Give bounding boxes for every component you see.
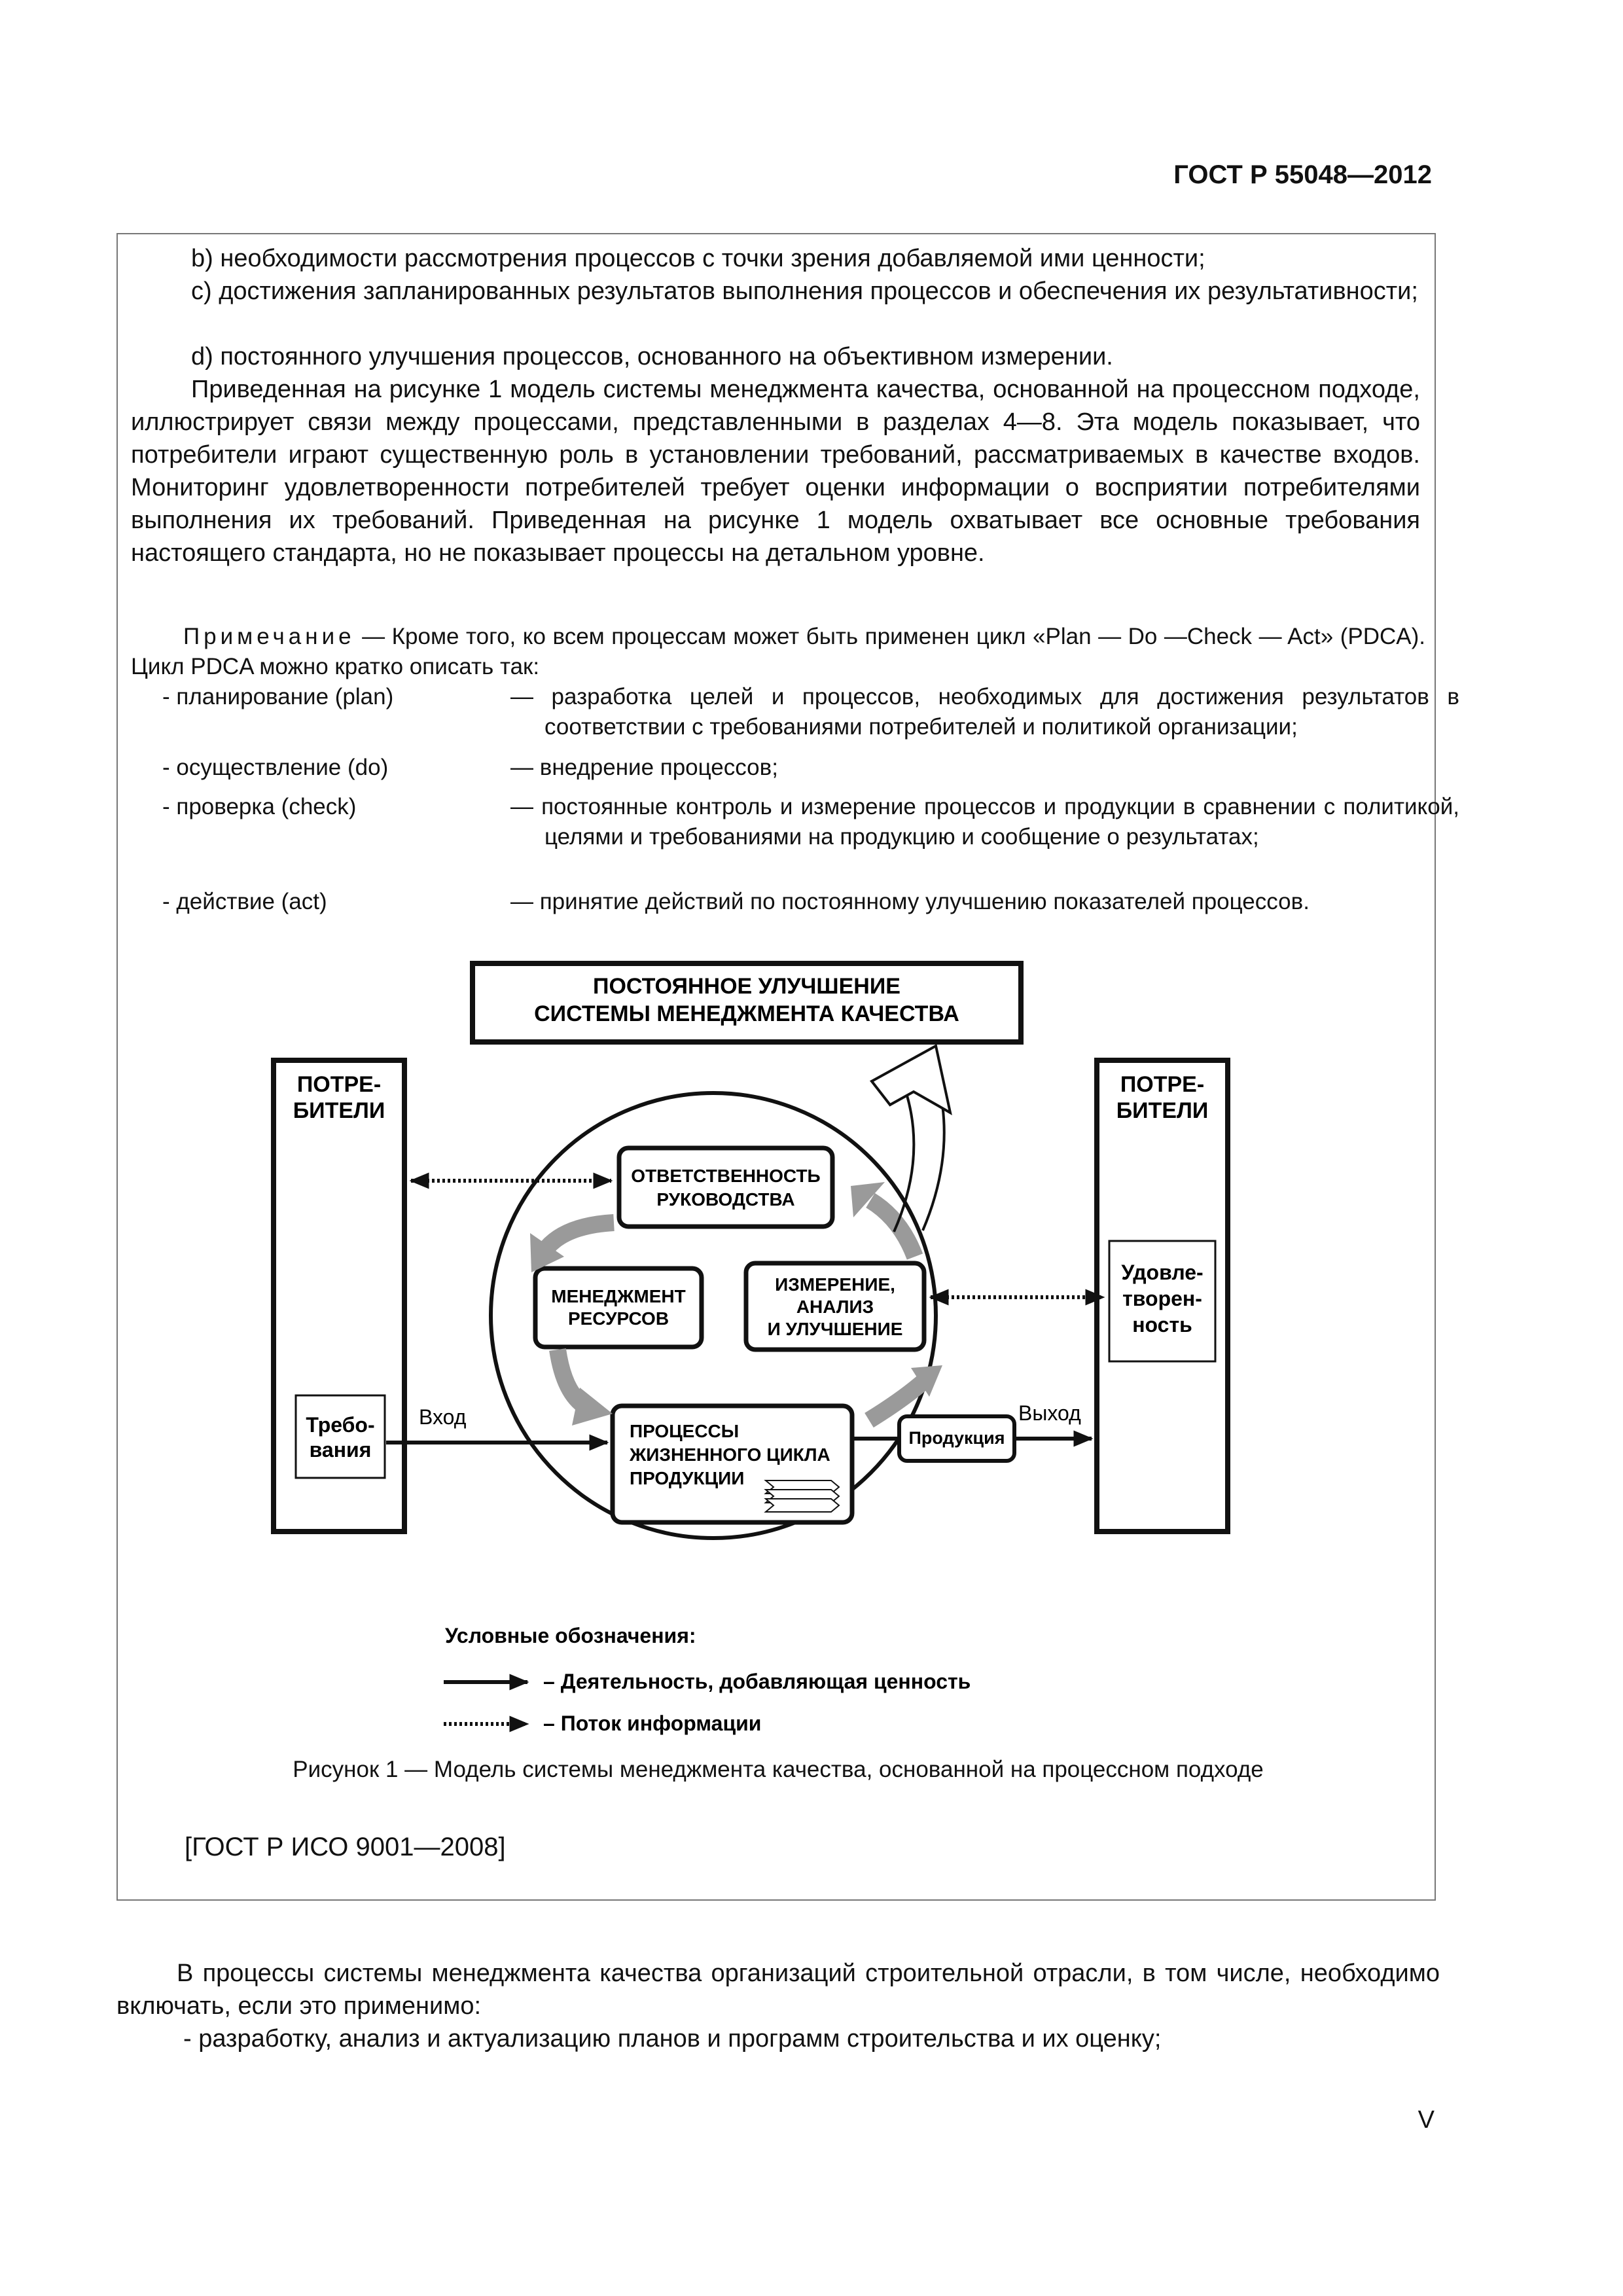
- improvement-arrowhead: [872, 1046, 950, 1113]
- pdca-term-plan: - планирование (plan): [162, 684, 394, 709]
- input-label: Вход: [419, 1405, 467, 1429]
- continual-improvement-line1: ПОСТОЯННОЕ УЛУЧШЕНИЕ: [593, 974, 901, 999]
- requirements-line2: вания: [309, 1438, 372, 1462]
- resources-line1: МЕНЕДЖМЕНТ: [551, 1286, 686, 1306]
- requirements-line1: Требо-: [306, 1413, 375, 1437]
- legend-info-label: – Поток информации: [543, 1712, 762, 1735]
- legend-title: Условные обозначения:: [445, 1624, 696, 1647]
- body-paragraph: В процессы системы менеджмента качества организаций строительной отрасли, в том числе, необходимо включать, если это применимо:: [116, 1960, 1440, 2020]
- intro-paragraph: Приведенная на рисунке 1 модель системы менеджмента качества, основанной на процессном подходе, иллюстрирует связи между процессами, представленными в разделах 4—8. Эта модель показывает, что потребители играют существенную роль в установлении требований, рассматриваемых в качестве входов. Мониторинг удовлетворенности потребителей требует оценки информации о восприятии потребителями выполнения их требований. Приведенная на рисунке 1 модель охватывает все основные требования настоящего стандарта, но не показывает процессы на детальном уровне.: [131, 376, 1420, 567]
- item-d: d) постоянного улучшения процессов, основанного на объективном измерении.: [191, 343, 1113, 370]
- item-b: b) необходимости рассмотрения процессов с точки зрения добавляемой ими ценности;: [191, 245, 1205, 272]
- lifecycle-stack-icon: [766, 1480, 839, 1512]
- figure-caption: Рисунок 1 — Модель системы менеджмента качества, основанной на процессном подходе: [293, 1757, 1264, 1782]
- legend-value-label: – Деятельность, добавляющая ценность: [543, 1670, 971, 1693]
- management-line1: ОТВЕТСТВЕННОСТЬ: [631, 1166, 821, 1186]
- pdca-term-act: - действие (act): [162, 889, 327, 914]
- cycle-arrow-to-resources: [547, 1223, 614, 1247]
- source-reference: [ГОСТ Р ИСО 9001—2008]: [185, 1833, 506, 1861]
- page-number: V: [1418, 2106, 1435, 2134]
- pdca-term-do: - осуществление (do): [162, 755, 389, 780]
- satisfaction-line2: творен-: [1122, 1287, 1202, 1310]
- output-label: Выход: [1018, 1401, 1081, 1425]
- measurement-line3: И УЛУЧШЕНИЕ: [767, 1319, 903, 1339]
- right-consumers-line2: БИТЕЛИ: [1116, 1098, 1209, 1123]
- right-consumers-line1: ПОТРЕ-: [1120, 1072, 1205, 1097]
- satisfaction-line3: ность: [1132, 1313, 1192, 1336]
- resource-management-box: [535, 1268, 702, 1347]
- note-title: Примечание: [183, 624, 355, 649]
- body-list-item: - разработку, анализ и актуализацию планов и программ строительства и их оценку;: [183, 2025, 1162, 2053]
- management-responsibility-box: [619, 1148, 832, 1227]
- continual-improvement-line2: СИСТЕМЫ МЕНЕДЖМЕНТА КАЧЕСТВА: [534, 1001, 959, 1026]
- note-text: — Кроме того, ко всем процессам может быть применен цикл «Plan — Do —Check — Act» (PDCA). Цикл PDCA можно кратко описать так:: [131, 624, 1425, 679]
- satisfaction-line1: Удовле-: [1121, 1261, 1204, 1284]
- standard-header: ГОСТ Р 55048—2012: [1173, 160, 1432, 189]
- pdca-desc-do: — внедрение процессов;: [510, 755, 778, 780]
- lifecycle-line2: ЖИЗНЕННОГО ЦИКЛА: [630, 1444, 830, 1465]
- pdca-desc-check: — постоянные контроль и измерение процессов и продукции в сравнении с политикой, целями и требованиями на продукцию и сообщение о результатах;: [510, 794, 1459, 850]
- management-line2: РУКОВОДСТВА: [656, 1189, 795, 1210]
- left-consumers-line1: ПОТРЕ-: [296, 1072, 382, 1097]
- measurement-line2: АНАЛИЗ: [796, 1297, 874, 1317]
- pdca-term-check: - проверка (check): [162, 794, 357, 819]
- requirements-box: [296, 1395, 385, 1478]
- item-c: c) достижения запланированных результатов выполнения процессов и обеспечения их результативности;: [191, 278, 1418, 305]
- left-consumers-line2: БИТЕЛИ: [293, 1098, 385, 1123]
- measurement-line1: ИЗМЕРЕНИЕ,: [775, 1274, 895, 1295]
- resources-line2: РЕСУРСОВ: [567, 1308, 669, 1329]
- product-label: Продукция: [908, 1428, 1005, 1448]
- pdca-desc-act: — принятие действий по постоянному улучшению показателей процессов.: [510, 889, 1310, 914]
- lifecycle-line1: ПРОЦЕССЫ: [630, 1421, 740, 1441]
- lifecycle-line3: ПРОДУКЦИИ: [630, 1468, 745, 1488]
- pdca-desc-plan: — разработка целей и процессов, необходимых для достижения результатов в соответствии с требованиями потребителей и политикой организации;: [510, 684, 1459, 740]
